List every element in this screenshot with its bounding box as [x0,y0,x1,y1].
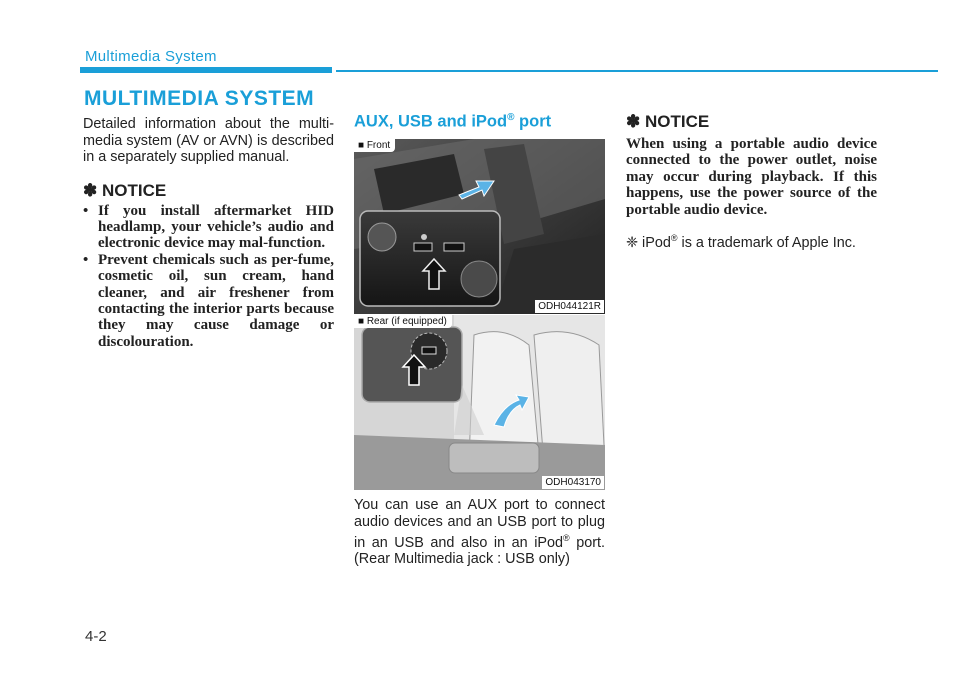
notice-heading-text: NOTICE [644,112,710,131]
left-column [83,116,334,350]
notice-star-icon: ✽ [626,112,641,131]
middle-column-heading [354,112,605,132]
notice-heading-left [83,181,334,201]
bullet-icon: • [83,251,89,268]
header-accent-bar [80,67,332,73]
header-rule [336,70,938,72]
rear-photo-tag: ■ Rear (if equipped) [354,315,452,328]
notice-star-icon: ✽ [83,180,98,200]
rear-photo-code: ODH043170 [542,476,604,489]
right-column [626,112,877,251]
aux-usb-ipod-heading: AUX, USB and iPod® port [354,112,552,131]
intro-paragraph: Detailed information about the multi-media system (AV or AVN) is described in a separately supplied manual. [83,116,334,165]
rear-seat-illustration [354,315,605,490]
aux-usb-description: You can use an AUX port to connect audio devices and an USB port to plug in an USB and also in an iPod® port. (Rear Multimedia jack : USB only) [354,497,606,568]
front-photo-code: ODH044121R [535,300,604,313]
rear-seat-photo [354,315,605,490]
notice-heading-text: NOTICE [101,180,167,200]
bullet-item: • Prevent chemicals such as per-fume, cosmetic oil, sun cream, hand cleaner, and air freshener from contacting the interior parts because they may cause damage or discolouration. [83,251,334,350]
trademark-symbol-icon: ❈ [626,234,639,251]
front-console-illustration [354,139,605,314]
middle-column-body [354,497,605,568]
trademark-note: ❈ iPod® is a trademark of Apple Inc. [626,233,856,251]
page-number: 4-2 [85,628,107,645]
notice-bullet-list [83,203,334,351]
bullet-icon: • [83,202,89,219]
front-console-photo [354,139,605,314]
page-title: MULTIMEDIA SYSTEM [84,87,315,110]
front-photo-tag: ■ Front [354,139,395,152]
notice-heading-right [626,112,877,132]
bullet-item: • If you install aftermarket HID headlamp, your vehicle’s audio and electronic device may mal-function. [83,202,334,252]
power-outlet-notice: When using a portable audio device connected to the power outlet, noise may occur during playback. If this happens, use the power source of the portable audio device. [626,136,877,218]
section-header-label: Multimedia System [85,48,217,65]
